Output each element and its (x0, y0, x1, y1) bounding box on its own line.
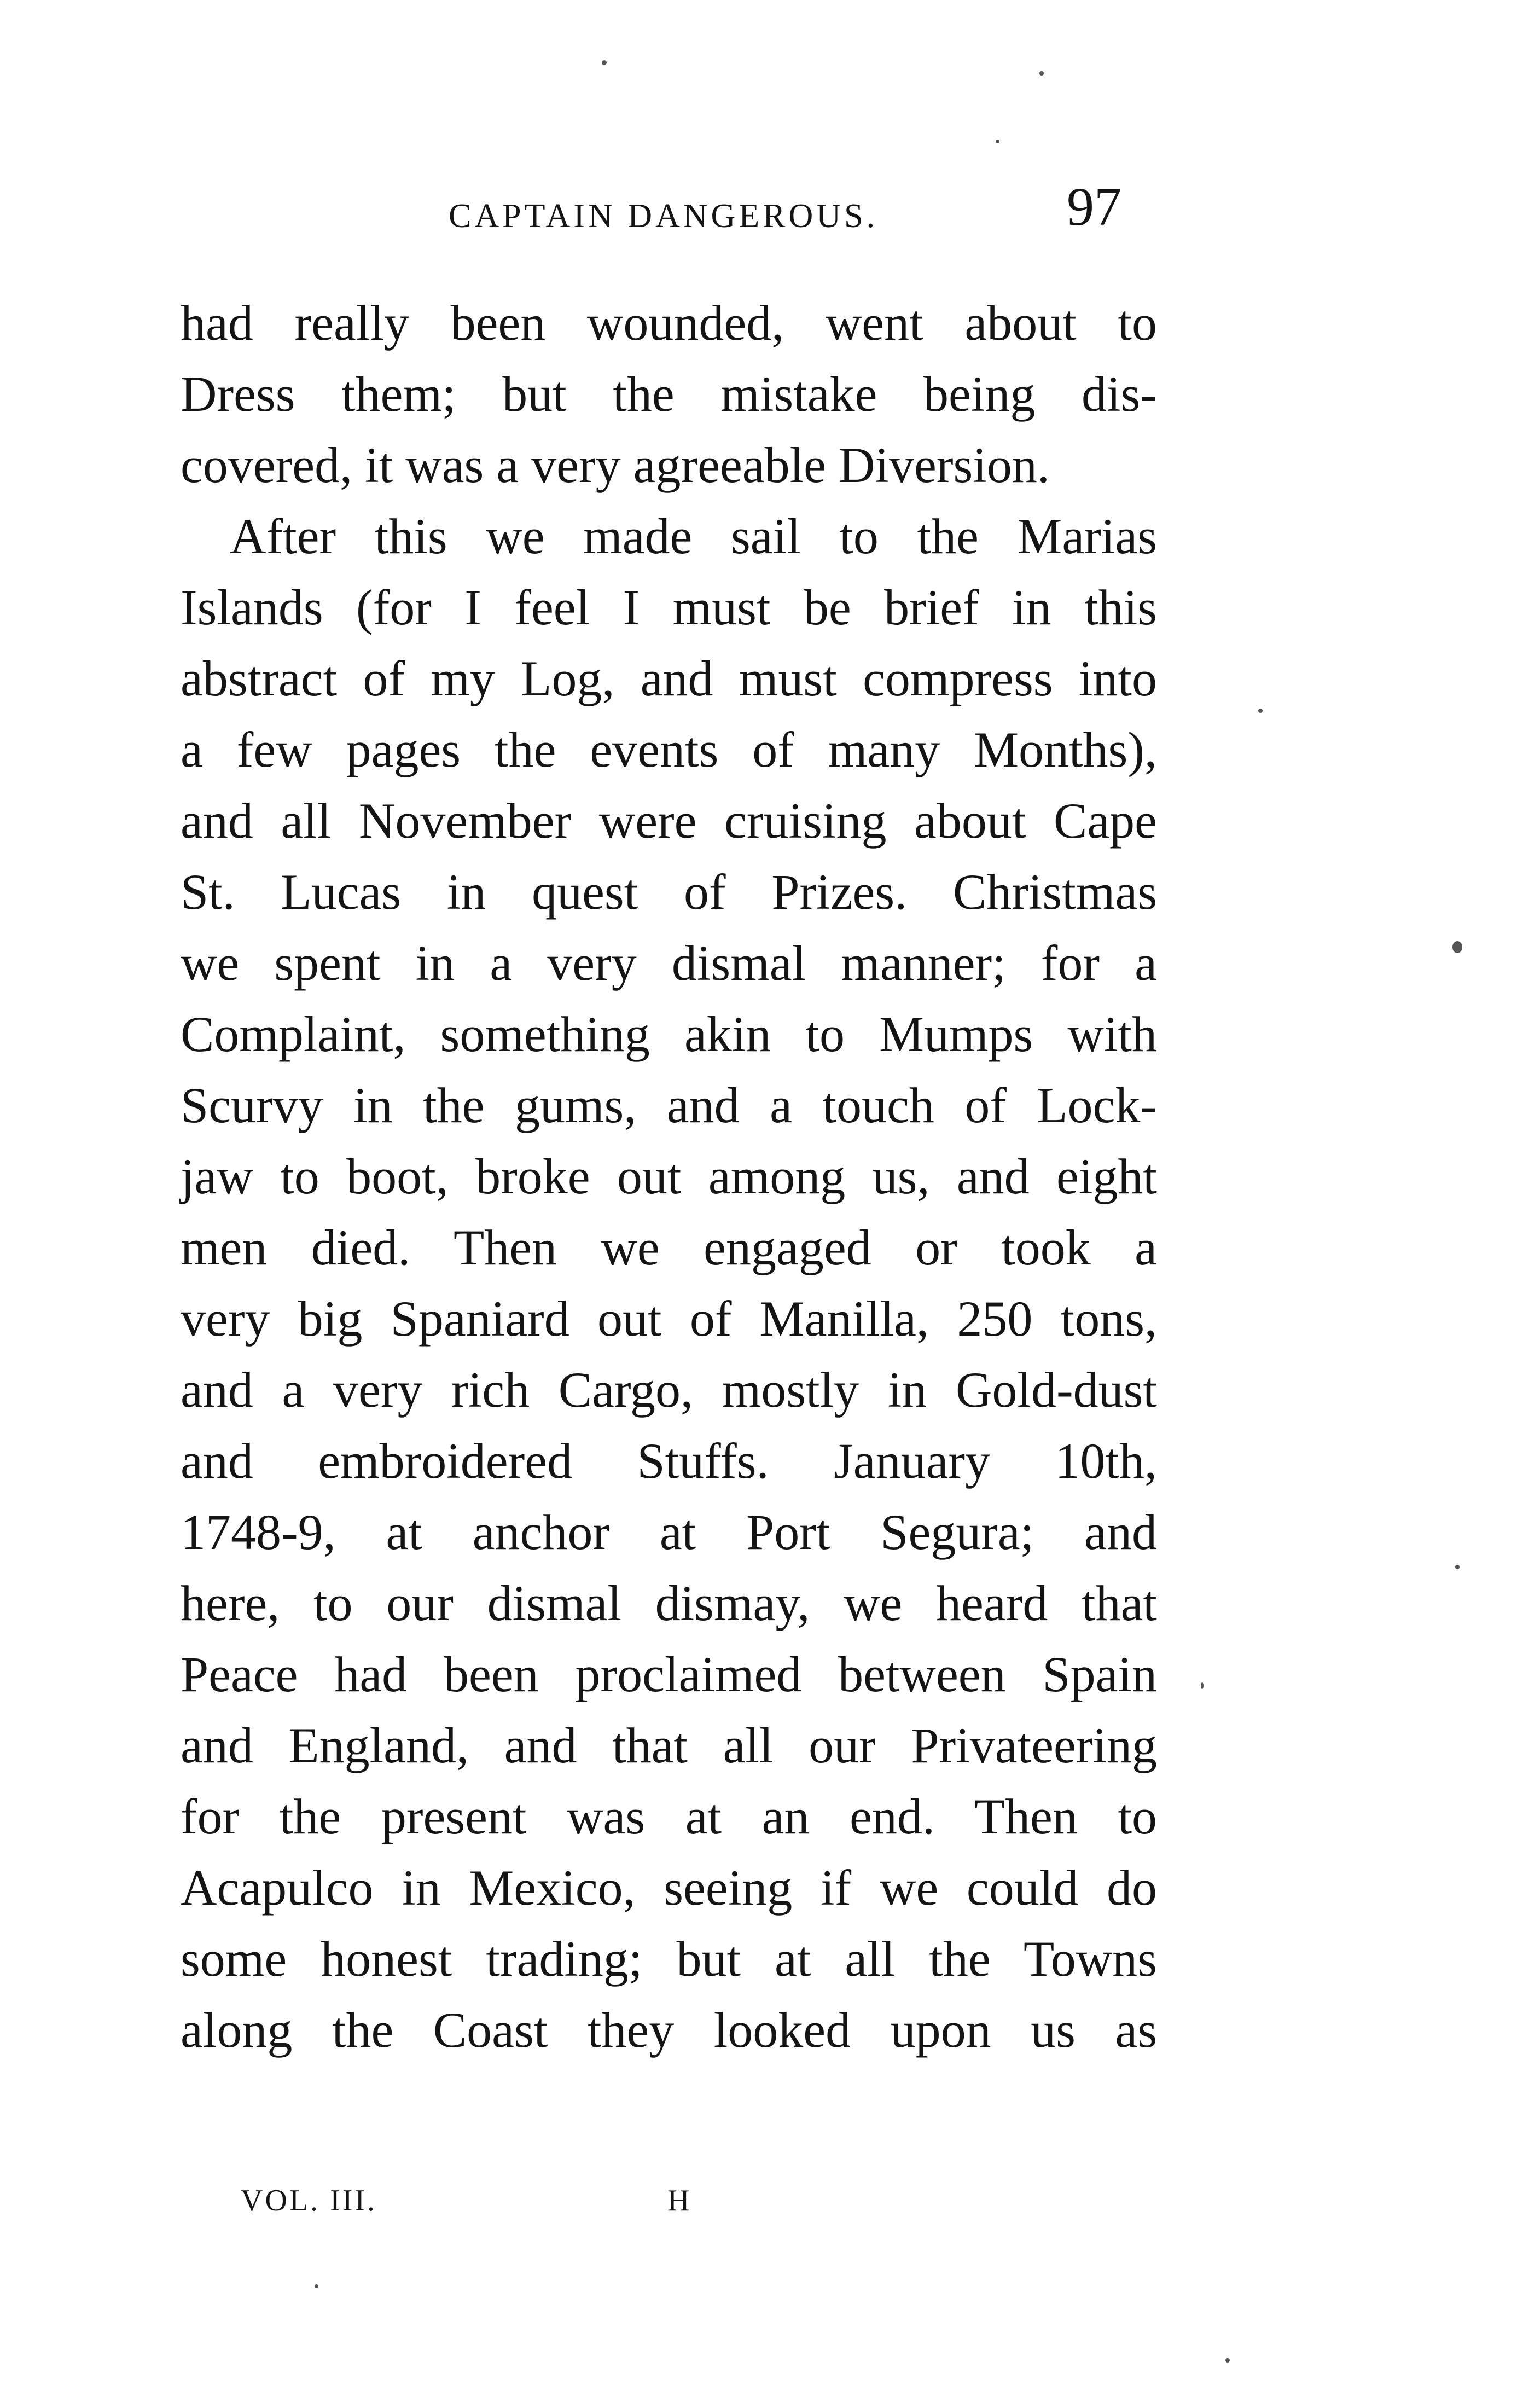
text-line: and all November were cruising about Cape (181, 793, 1157, 849)
text-line: for the present was at an end. Then to (181, 1789, 1157, 1844)
text-line: men died. Then we engaged or took a (181, 1220, 1157, 1275)
text-line: and embroidered Stuffs. January 10th, (181, 1433, 1157, 1489)
scan-speck (996, 140, 999, 143)
text-line: Acapulco in Mexico, seeing if we could do (181, 1860, 1157, 1916)
text-line: and England, and that all our Privateering (181, 1717, 1157, 1773)
text-line: along the Coast they looked upon us as (181, 2002, 1157, 2058)
scan-speck (1201, 1682, 1204, 1689)
signature-mark: H (667, 2184, 690, 2218)
scan-speck (1039, 71, 1044, 76)
text-line: Complaint, something akin to Mumps with (181, 1006, 1157, 1062)
text-line: jaw to boot, broke out among us, and eight (181, 1148, 1157, 1204)
text-line: abstract of my Log, and must compress into (181, 651, 1157, 706)
scan-speck (1452, 941, 1462, 953)
text-line: Peace had been proclaimed between Spain (181, 1646, 1157, 1702)
scan-speck (1258, 709, 1263, 713)
text-line: and a very rich Cargo, mostly in Gold-dust (181, 1362, 1157, 1418)
text-line: some honest trading; but at all the Towns (181, 1931, 1157, 1987)
scan-speck (602, 60, 607, 65)
text-line: St. Lucas in quest of Prizes. Christmas (181, 864, 1157, 920)
text-line: Dress them; but the mistake being dis- (181, 366, 1157, 422)
running-title: CAPTAIN DANGEROUS. (449, 198, 879, 235)
text-line: here, to our dismal dismay, we heard that (181, 1575, 1157, 1631)
scan-speck (315, 2284, 318, 2288)
text-line: Scurvy in the gums, and a touch of Lock- (181, 1077, 1157, 1133)
text-line: 1748-9, at anchor at Port Segura; and (181, 1504, 1157, 1560)
scan-speck (1455, 1565, 1460, 1569)
text-line: a few pages the events of many Months), (181, 722, 1157, 777)
page-number: 97 (1067, 176, 1121, 237)
text-line: very big Spaniard out of Manilla, 250 tons, (181, 1291, 1157, 1347)
text-line: had really been wounded, went about to (181, 295, 1157, 351)
text-line: After this we made sail to the Marias (230, 508, 1157, 564)
text-line: covered, it was a very agreeable Diversion. (181, 437, 1050, 493)
volume-mark: VOL. III. (241, 2184, 377, 2218)
text-line: Islands (for I feel I must be brief in this (181, 579, 1157, 635)
scan-speck (1225, 2358, 1230, 2363)
text-line: we spent in a very dismal manner; for a (181, 935, 1157, 991)
